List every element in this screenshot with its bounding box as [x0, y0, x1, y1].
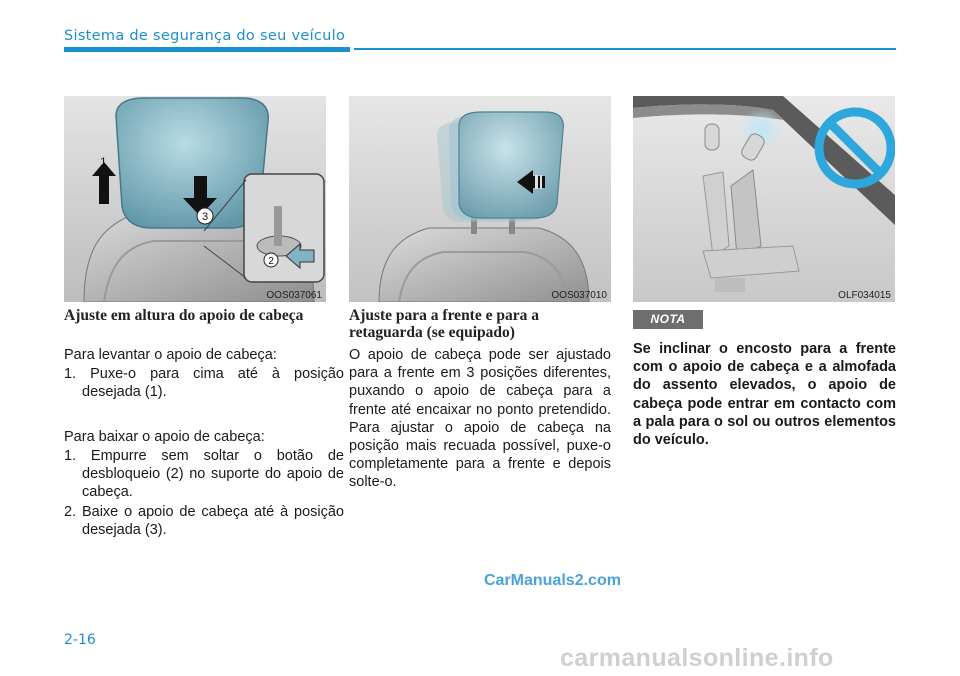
figure-height-adjust: [64, 96, 326, 302]
foreaft-body: O apoio de cabeça pode ser ajustado para a frente em 3 posições diferentes, puxando o apoio de cabeça para a frente até encaixar no ponto pretendido. Para ajustar o apoio de cabeça na posição mais recuada possível, puxe-o completamente para a frente e depois solte-o.: [349, 347, 611, 491]
intro-raise: Para levantar o apoio de cabeça:: [64, 347, 277, 363]
section-title: Sistema de segurança do seu veículo: [64, 28, 346, 44]
figure-code: OLF034015: [838, 290, 891, 301]
raise-step-1: 1. Puxe-o para cima até à posição desejada (1).: [64, 366, 344, 401]
page-number: 2-16: [64, 632, 96, 648]
seat-sunvisor-illustration: [633, 96, 895, 302]
watermark-link[interactable]: CarManuals2.com: [484, 572, 621, 589]
headrest-height-illustration: [64, 96, 326, 302]
header-rule: [354, 48, 896, 50]
figure-foreaft-adjust: [349, 96, 611, 302]
headrest-foreaft-illustration: [349, 96, 611, 302]
watermark-footer: carmanualsonline.info: [560, 644, 834, 672]
heading-height-adjust: Ajuste em altura do apoio de cabeça: [64, 307, 304, 324]
nota-text: Se inclinar o encosto para a frente com o apoio de cabeça e a almofada do assento elevados, o apoio de cabeça pode entrar em contacto com a pala para o sol ou outros elementos do veículo.: [633, 341, 896, 449]
callout-2: 2: [268, 256, 274, 267]
callout-3: 3: [201, 211, 209, 223]
heading-foreaft-adjust: Ajuste para a frente e para a retaguarda (se equipado): [349, 307, 539, 341]
nota-badge: NOTA: [633, 310, 703, 329]
header-rule-accent: [64, 47, 350, 52]
lower-step-1: 1. Empurre sem soltar o botão de desbloqueio (2) no suporte do apoio de cabeça.: [64, 448, 344, 501]
callout-1: 1: [100, 155, 107, 169]
figure-warning: [633, 96, 895, 302]
figure-code: OOS037061: [266, 290, 322, 301]
intro-lower: Para baixar o apoio de cabeça:: [64, 429, 265, 445]
figure-code: OOS037010: [551, 290, 607, 301]
lower-step-2: 2. Baixe o apoio de cabeça até à posição desejada (3).: [64, 504, 344, 539]
